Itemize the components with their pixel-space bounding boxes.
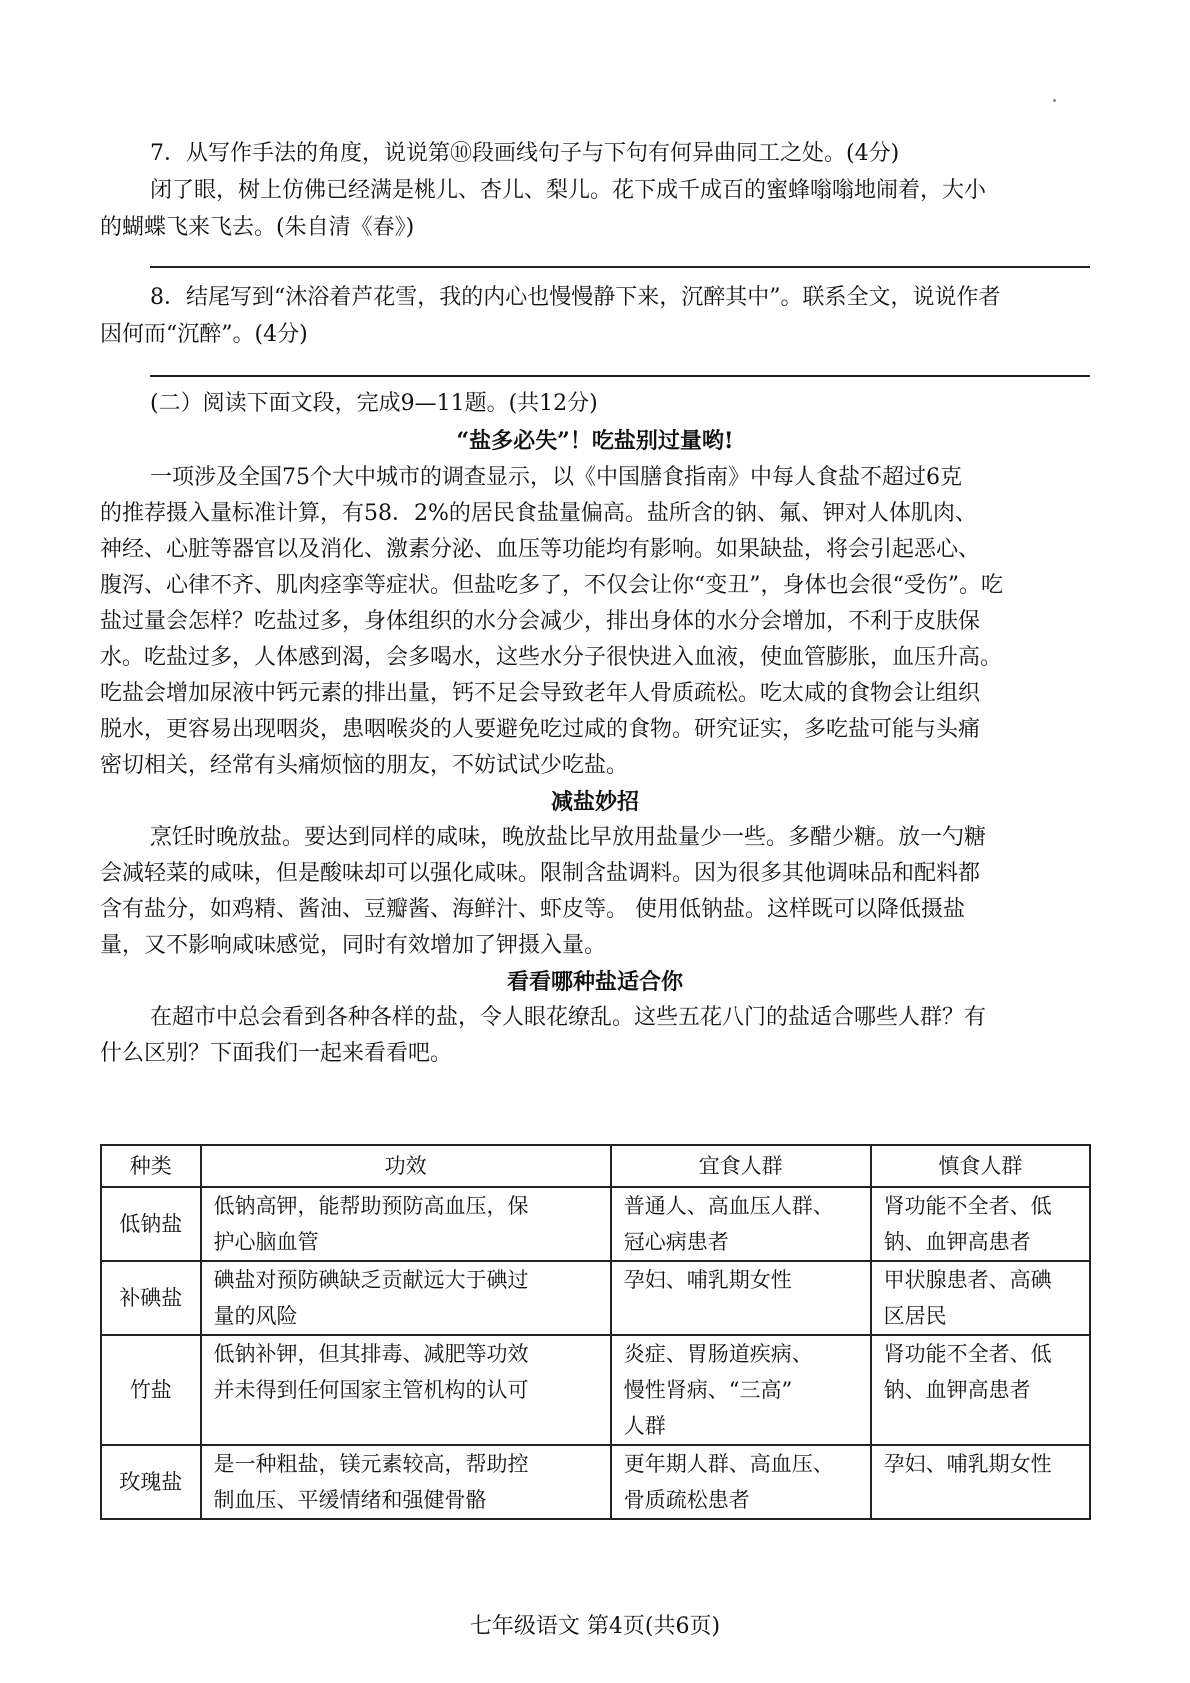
- paragraph-line: 腹泻、心律不齐、肌肉痉挛等症状。但盐吃多了，不仅会让你“变丑”，身体也会很“受伤”。吃: [100, 573, 1003, 598]
- cell-caution: [871, 1187, 1090, 1261]
- cell-kind: 补碘盐: [101, 1261, 201, 1335]
- question-7-quote: 的蝴蝶飞来飞去。(朱自清《春》): [100, 215, 415, 240]
- cell-line: 孕妇、哺乳期女性: [883, 1452, 1052, 1476]
- paragraph-line: 脱水，更容易出现咽炎，患咽喉炎的人要避免吃过咸的食物。研究证实，多吃盐可能与头痛: [100, 717, 981, 742]
- header-suitable: 宜食人群: [611, 1145, 871, 1187]
- cell-line: 区居民: [883, 1304, 947, 1328]
- cell-effect: [201, 1335, 611, 1445]
- cell-line: 护心脑血管: [213, 1230, 319, 1254]
- cell-line: 并未得到任何国家主管机构的认可: [213, 1378, 529, 1402]
- cell-line: 慢性肾病、“三高”: [623, 1378, 793, 1402]
- cell-line: 炎症、胃肠道疾病、: [623, 1342, 813, 1366]
- cell-line: 人群: [623, 1414, 666, 1438]
- cell-effect: [201, 1261, 611, 1335]
- cell-suitable: [611, 1445, 871, 1519]
- section-heading: (二）阅读下面文段，完成9—11题。(共12分): [150, 391, 598, 416]
- cell-line: 量的风险: [213, 1304, 298, 1328]
- paragraph-line: 会减轻菜的咸味，但是酸味却可以强化咸味。限制含盐调料。因为很多其他调味品和配料都: [100, 861, 981, 886]
- paragraph-line: 在超市中总会看到各种各样的盐，令人眼花缭乱。这些五花八门的盐适合哪些人群？有: [150, 1005, 987, 1030]
- cell-line: 孕妇、哺乳期女性: [623, 1268, 792, 1292]
- page-footer: 七年级语文 第4页(共6页): [469, 1614, 721, 1639]
- table-header-row: [101, 1145, 1090, 1187]
- cell-line: 制血压、平缓情绪和强健骨骼: [213, 1488, 487, 1512]
- cell-kind: 低钠盐: [101, 1187, 201, 1261]
- question-8-prompt: 因何而“沉醉”。(4分): [100, 322, 308, 347]
- cell-line: 更年期人群、高血压、: [623, 1452, 834, 1476]
- table-row: [101, 1445, 1090, 1519]
- cell-line: 骨质疏松患者: [623, 1488, 750, 1512]
- article-title: “盐多必失”！吃盐别过量哟!: [456, 428, 734, 454]
- table-row: [101, 1335, 1090, 1445]
- paragraph-line: 盐过量会怎样？吃盐过多，身体组织的水分会减少，排出身体的水分会增加，不利于皮肤保: [100, 609, 981, 634]
- header-caution: 慎食人群: [871, 1145, 1090, 1187]
- cell-line: 是一种粗盐，镁元素较高，帮助控: [213, 1452, 529, 1476]
- cell-kind: 玫瑰盐: [101, 1445, 201, 1519]
- paragraph-line: 吃盐会增加尿液中钙元素的排出量，钙不足会导致老年人骨质疏松。吃太咸的食物会让组织: [100, 681, 981, 706]
- cell-line: 钠、血钾高患者: [883, 1378, 1031, 1402]
- cell-suitable: [611, 1261, 871, 1335]
- cell-effect: [201, 1445, 611, 1519]
- salt-comparison-table: [100, 1144, 1091, 1520]
- cell-line: 低钠补钾，但其排毒、减肥等功效: [213, 1342, 529, 1366]
- question-8-prompt: 8．结尾写到“沐浴着芦花雪，我的内心也慢慢静下来，沉醉其中”。联系全文，说说作者: [150, 285, 1001, 310]
- paragraph-line: 含有盐分，如鸡精、酱油、豆瓣酱、海鲜汁、虾皮等。 使用低钠盐。这样既可以降低摄盐: [100, 897, 965, 922]
- paragraph-line: 量，又不影响咸味感觉，同时有效增加了钾摄入量。: [100, 933, 607, 958]
- paragraph-line: 水。吃盐过多，人体感到渴，会多喝水，这些水分子很快进入血液，使血管膨胀，血压升高。: [100, 645, 1003, 670]
- cell-line: 普通人、高血压人群、: [623, 1194, 834, 1218]
- subtitle-salt-reduction: 减盐妙招: [550, 789, 639, 815]
- paragraph-line: 密切相关，经常有头痛烦恼的朋友，不妨试试少吃盐。: [100, 753, 629, 778]
- cell-caution: [871, 1261, 1090, 1335]
- answer-line: [150, 375, 1090, 377]
- answer-line: [150, 266, 1090, 268]
- cell-line: 肾功能不全者、低: [883, 1194, 1052, 1218]
- cell-line: 钠、血钾高患者: [883, 1230, 1031, 1254]
- paragraph-line: 神经、心脏等器官以及消化、激素分泌、血压等功能均有影响。如果缺盐，将会引起恶心、: [100, 537, 981, 562]
- cell-suitable: [611, 1335, 871, 1445]
- question-7-quote: 闭了眼，树上仿佛已经满是桃儿、杏儿、梨儿。花下成千成百的蜜蜂嗡嗡地闹着，大小: [150, 178, 987, 203]
- cell-line: 甲状腺患者、高碘: [883, 1268, 1052, 1292]
- cell-line: 碘盐对预防碘缺乏贡献远大于碘过: [213, 1268, 529, 1292]
- subtitle-salt-types: 看看哪种盐适合你: [506, 969, 683, 995]
- paragraph-line: 一项涉及全国75个大中城市的调查显示，以《中国膳食指南》中每人食盐不超过6克: [150, 465, 962, 490]
- cell-caution: [871, 1445, 1090, 1519]
- cell-effect: [201, 1187, 611, 1261]
- cell-kind: 竹盐: [101, 1335, 201, 1445]
- header-kind: 种类: [101, 1145, 201, 1187]
- cell-line: 肾功能不全者、低: [883, 1342, 1052, 1366]
- cell-line: 低钠高钾，能帮助预防高血压，保: [213, 1194, 529, 1218]
- question-7-prompt: 7．从写作手法的角度，说说第⑩段画线句子与下句有何异曲同工之处。(4分): [150, 141, 900, 166]
- cell-caution: [871, 1335, 1090, 1445]
- cell-suitable: [611, 1187, 871, 1261]
- table-row: [101, 1187, 1090, 1261]
- cell-line: 冠心病患者: [623, 1230, 729, 1254]
- scan-speck: [1053, 99, 1056, 102]
- table-row: [101, 1261, 1090, 1335]
- paragraph-line: 烹饪时晚放盐。要达到同样的咸味，晚放盐比早放用盐量少一些。多醋少糖。放一勺糖: [150, 825, 987, 850]
- paragraph-line: 的推荐摄入量标准计算，有58．2%的居民食盐量偏高。盐所含的钠、氟、钾对人体肌肉、: [100, 501, 977, 526]
- header-effect: 功效: [201, 1145, 611, 1187]
- paragraph-line: 什么区别？下面我们一起来看看吧。: [100, 1041, 453, 1066]
